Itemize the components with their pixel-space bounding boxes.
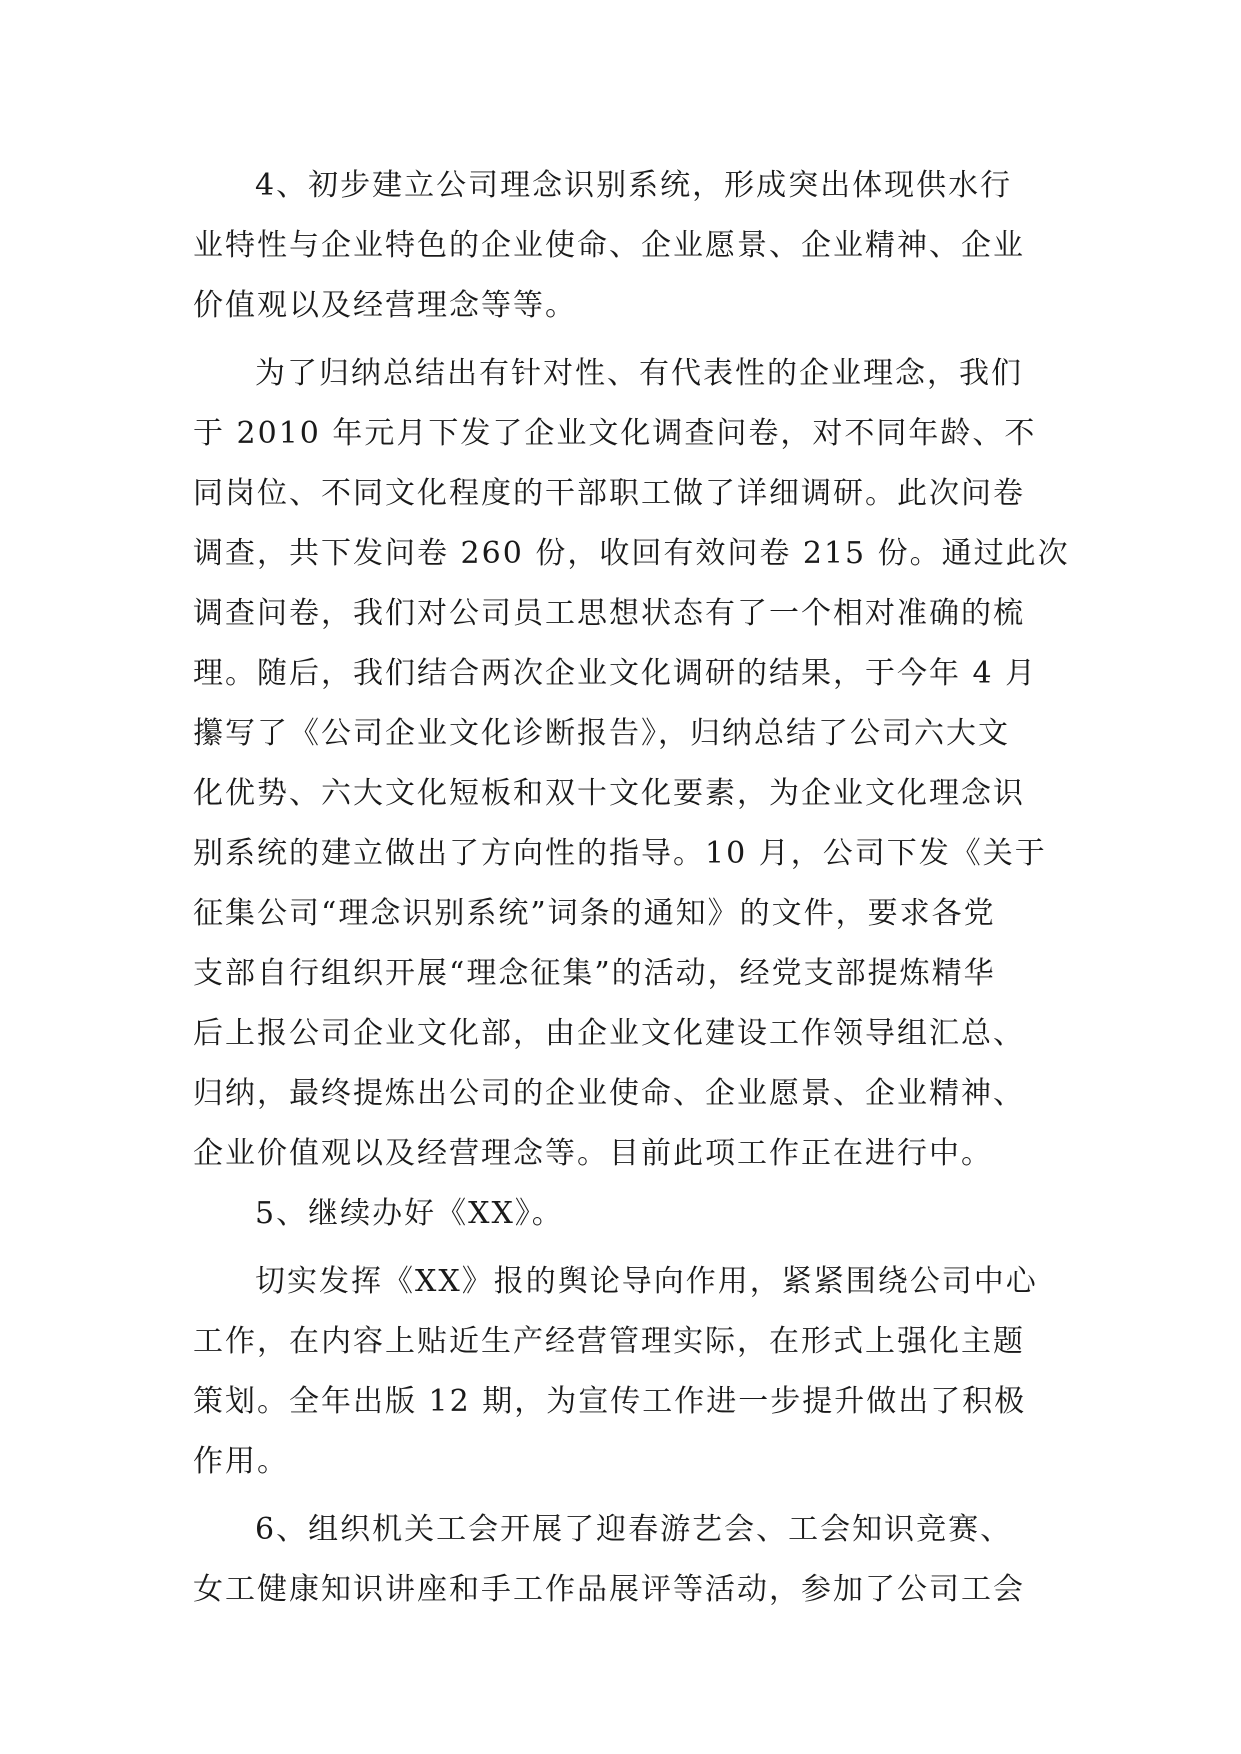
paragraph-item-5 <box>193 1184 1073 1244</box>
text-line: 策划。全年出版 12 期，为宣传工作进一步提升做出了积极 <box>193 1384 1027 1419</box>
text-line: 女工健康知识讲座和手工作品展评等活动，参加了公司工会 <box>193 1572 1025 1607</box>
text-line: 归纳，最终提炼出公司的企业使命、企业愿景、企业精神、 <box>193 1076 1025 1111</box>
text-line: 调查，共下发问卷 260 份，收回有效问卷 215 份。通过此次 <box>193 536 1070 571</box>
text-line: 6、组织机关工会开展了迎春游艺会、工会知识竞赛、 <box>255 1512 1013 1547</box>
text-line: 价值观以及经营理念等等。 <box>193 288 577 323</box>
document-body <box>193 156 1073 1620</box>
text-line: 于 2010 年元月下发了企业文化调查问卷，对不同年龄、不 <box>193 416 1037 451</box>
text-line: 业特性与企业特色的企业使命、企业愿景、企业精神、企业 <box>193 228 1025 263</box>
text-line: 切实发挥《XX》报的舆论导向作用，紧紧围绕公司中心 <box>255 1264 1038 1299</box>
text-line: 5、继续办好《XX》。 <box>255 1196 564 1231</box>
text-line: 化优势、六大文化短板和双十文化要素，为企业文化理念识 <box>193 776 1025 811</box>
paragraph-item-4 <box>193 156 1073 336</box>
text-line: 征集公司“理念识别系统”词条的通知》的文件，要求各党 <box>193 896 996 931</box>
paragraph-newspaper <box>193 1252 1073 1492</box>
paragraph-item-6 <box>193 1500 1073 1620</box>
text-line: 支部自行组织开展“理念征集”的活动，经党支部提炼精华 <box>193 956 996 991</box>
text-line: 4、初步建立公司理念识别系统，形成突出体现供水行 <box>255 168 1013 203</box>
text-line: 调查问卷，我们对公司员工思想状态有了一个相对准确的梳 <box>193 596 1025 631</box>
paragraph-survey <box>193 344 1073 1184</box>
text-line: 理。随后，我们结合两次企业文化调研的结果，于今年 4 月 <box>193 656 1038 691</box>
text-line: 作用。 <box>193 1444 289 1479</box>
text-line: 工作，在内容上贴近生产经营管理实际，在形式上强化主题 <box>193 1324 1025 1359</box>
text-line: 别系统的建立做出了方向性的指导。10 月，公司下发《关于 <box>193 836 1047 871</box>
text-line: 为了归纳总结出有针对性、有代表性的企业理念，我们 <box>255 356 1023 391</box>
text-line: 攥写了《公司企业文化诊断报告》，归纳总结了公司六大文 <box>193 716 1010 751</box>
text-line: 企业价值观以及经营理念等。目前此项工作正在进行中。 <box>193 1136 993 1171</box>
text-line: 后上报公司企业文化部，由企业文化建设工作领导组汇总、 <box>193 1016 1025 1051</box>
text-line: 同岗位、不同文化程度的干部职工做了详细调研。此次问卷 <box>193 476 1025 511</box>
